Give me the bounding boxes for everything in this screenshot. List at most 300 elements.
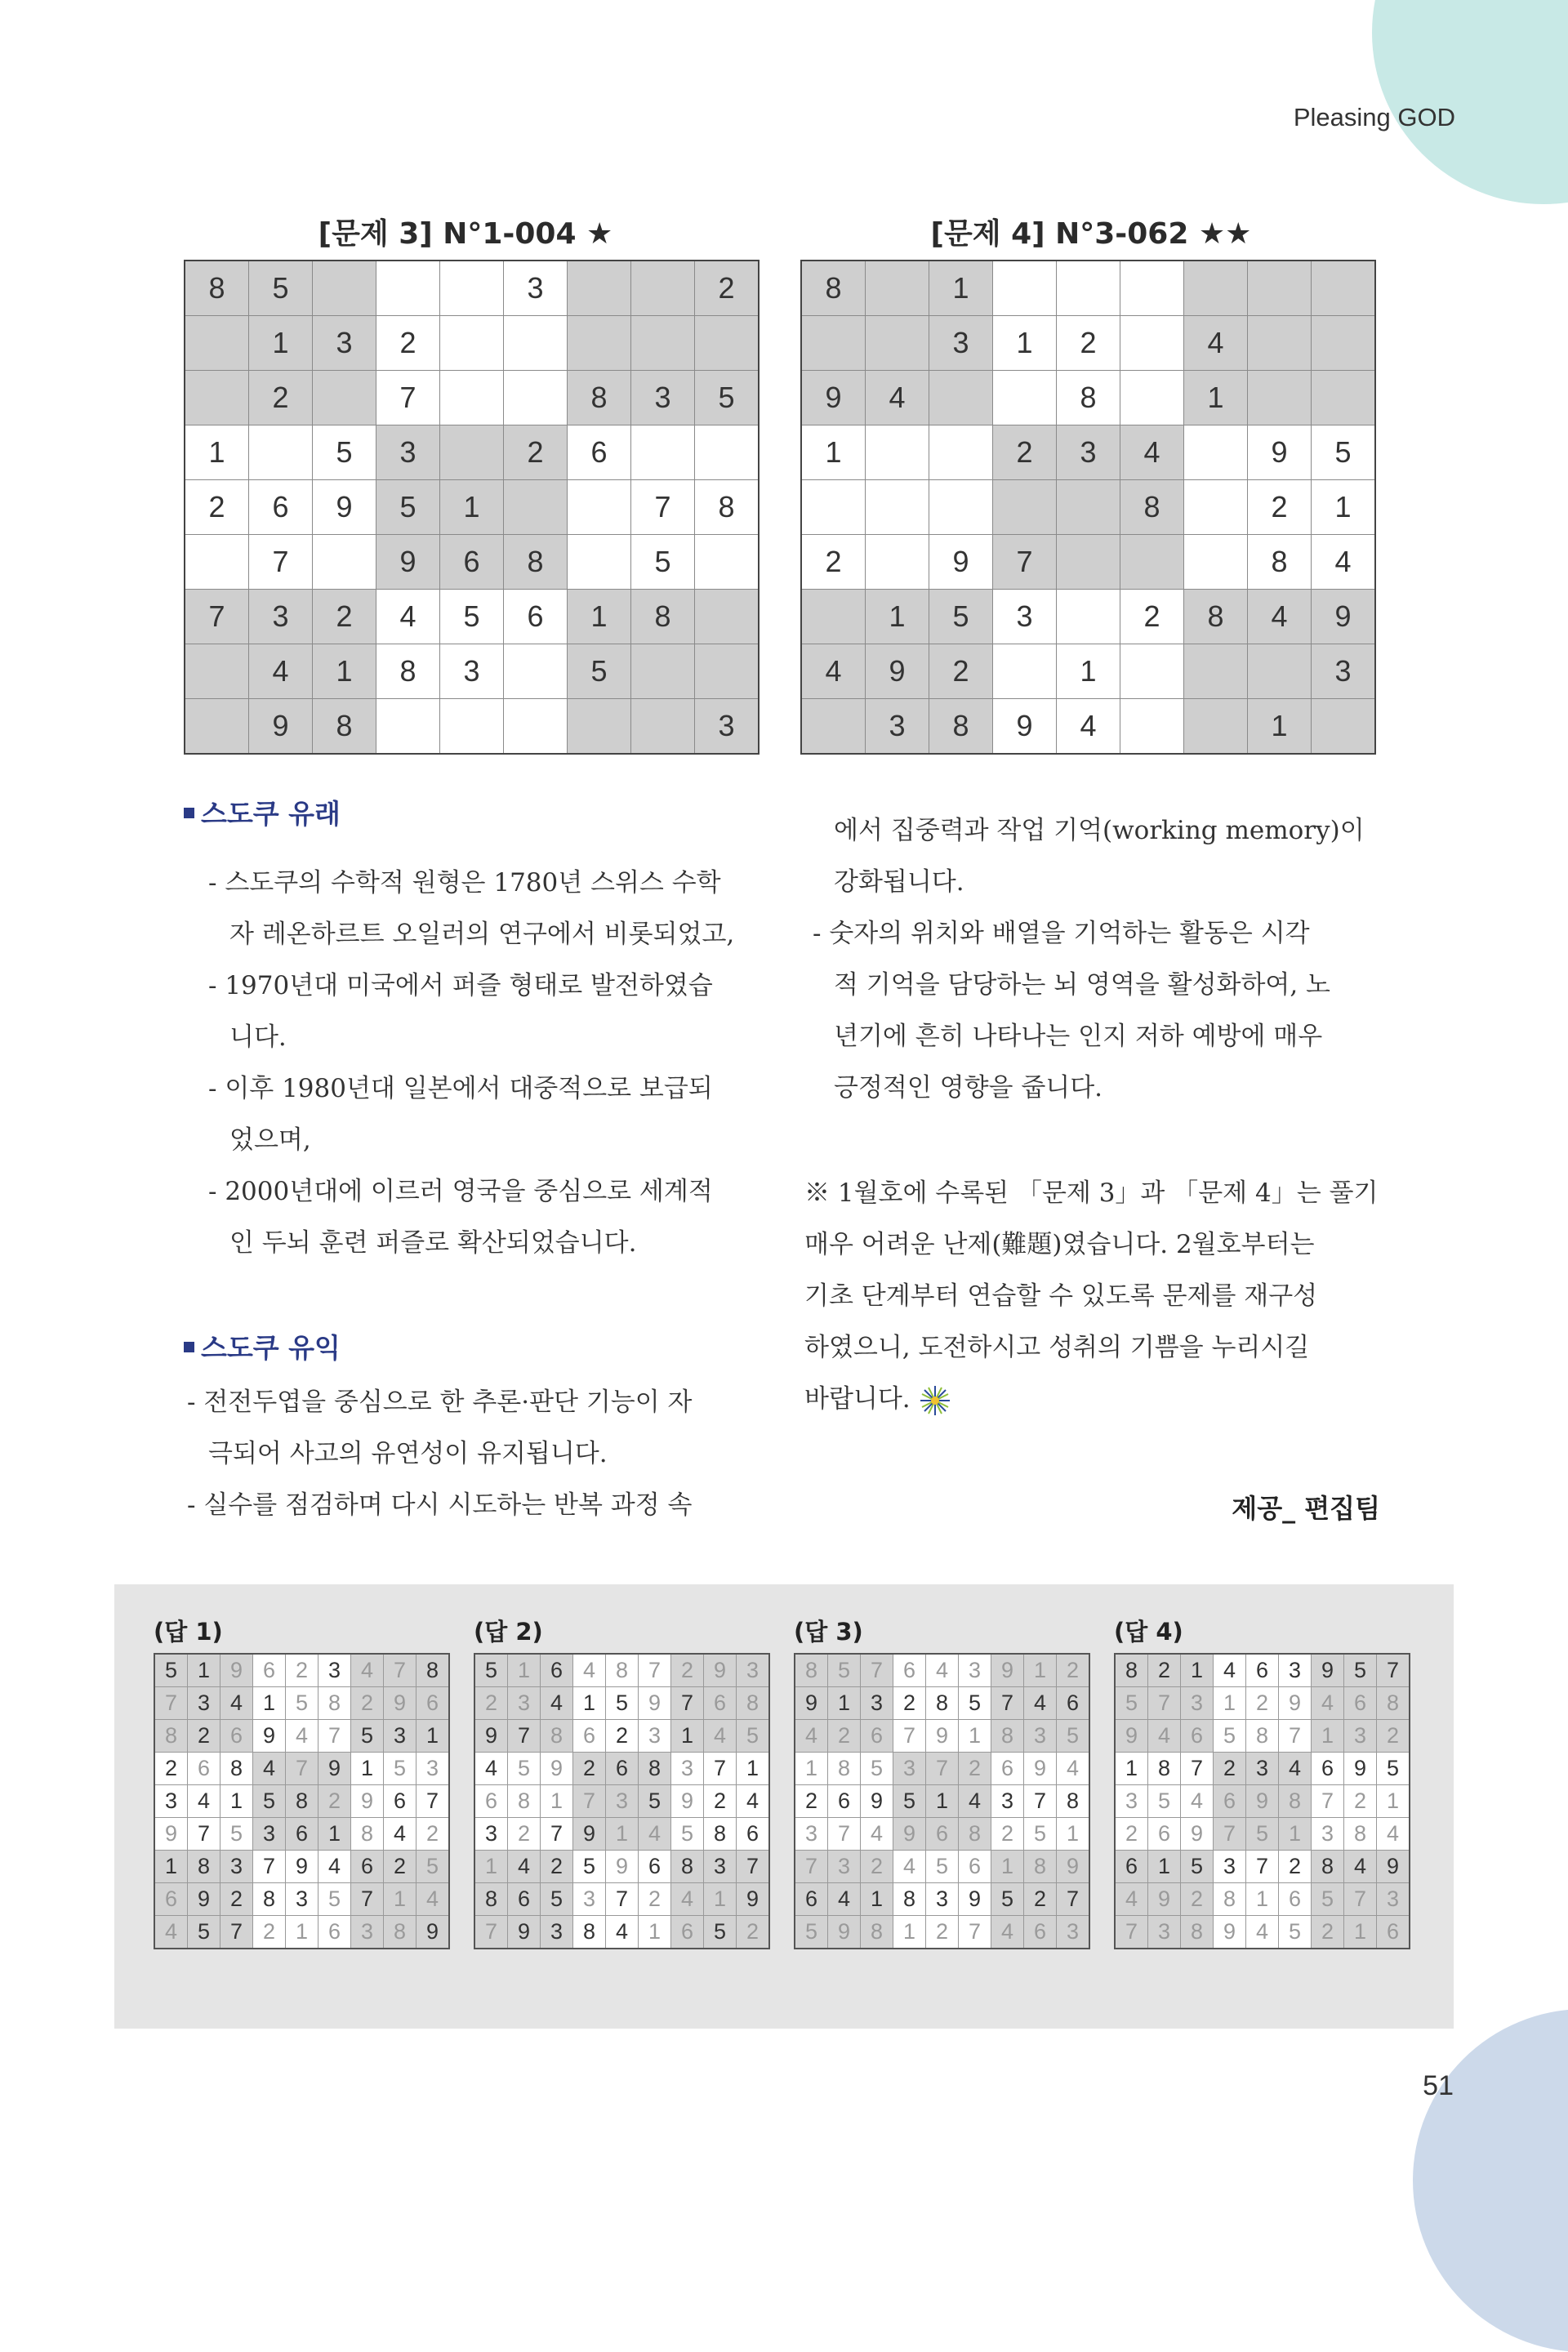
answer-cell: 8 — [384, 1916, 416, 1949]
grid-cell — [929, 425, 993, 480]
grid-cell: 8 — [504, 535, 568, 590]
answer-cell: 4 — [1115, 1883, 1148, 1916]
answer-cell: 9 — [671, 1785, 704, 1818]
answer-cell: 4 — [286, 1720, 318, 1753]
origin-line: - 1970년대 미국에서 퍼즐 형태로 발전하였습 — [208, 971, 713, 1000]
answer-cell: 1 — [573, 1687, 606, 1720]
grid-cell — [185, 371, 249, 425]
answer-cell: 2 — [1057, 1654, 1090, 1687]
grid-cell: 2 — [504, 425, 568, 480]
answer-cell: 3 — [384, 1720, 416, 1753]
answer-row — [1115, 1785, 1410, 1818]
grid-cell: 3 — [993, 590, 1057, 644]
answer-cell: 6 — [795, 1883, 828, 1916]
answer-cell: 6 — [828, 1785, 861, 1818]
grid-cell: 9 — [376, 535, 440, 590]
grid-cell: 7 — [249, 535, 313, 590]
grid-cell: 7 — [993, 535, 1057, 590]
grid-cell: 9 — [313, 480, 376, 535]
answer-cell: 7 — [1181, 1753, 1214, 1785]
answer-cell: 1 — [828, 1687, 861, 1720]
answer-cell: 1 — [737, 1753, 770, 1785]
answer-cell: 3 — [253, 1818, 286, 1851]
grid-cell — [376, 699, 440, 755]
answer-cell: 5 — [959, 1687, 991, 1720]
grid-cell — [1312, 371, 1376, 425]
grid-cell — [440, 371, 504, 425]
grid-row — [801, 425, 1375, 480]
answer-cell: 5 — [606, 1687, 639, 1720]
grid-cell — [866, 480, 929, 535]
answer-cell: 6 — [704, 1687, 737, 1720]
answer-grid-4 — [1114, 1653, 1410, 1949]
answer-cell: 1 — [1312, 1720, 1344, 1753]
answer-cell: 1 — [318, 1818, 351, 1851]
answer-cell: 8 — [1024, 1851, 1057, 1883]
answer-cell: 7 — [1246, 1851, 1279, 1883]
answer-row — [154, 1687, 449, 1720]
grid-cell — [185, 316, 249, 371]
origin-line: 자 레온하르트 오일러의 연구에서 비롯되었고, — [229, 920, 735, 949]
answer-cell: 2 — [1148, 1654, 1181, 1687]
answer-label-4: (답 4) — [1114, 1618, 1183, 1646]
answer-cell: 2 — [959, 1753, 991, 1785]
answer-row — [154, 1654, 449, 1687]
grid-cell: 8 — [1184, 590, 1248, 644]
answer-cell: 9 — [893, 1818, 926, 1851]
puzzle-grid-3 — [184, 260, 760, 755]
answer-cell: 6 — [1057, 1687, 1090, 1720]
answer-cell: 4 — [318, 1851, 351, 1883]
answer-row — [795, 1785, 1089, 1818]
answer-cell: 7 — [1279, 1720, 1312, 1753]
answer-row — [154, 1916, 449, 1949]
grid-cell: 4 — [1120, 425, 1184, 480]
answer-cell: 2 — [286, 1654, 318, 1687]
answer-cell: 2 — [1377, 1720, 1410, 1753]
answer-cell: 4 — [1246, 1916, 1279, 1949]
answer-row — [154, 1851, 449, 1883]
answer-cell: 3 — [318, 1654, 351, 1687]
grid-cell — [185, 644, 249, 699]
origin-heading: 스도쿠 유래 — [184, 793, 341, 831]
credit: 제공_ 편집팀 — [1232, 1493, 1380, 1524]
answer-cell: 4 — [474, 1753, 508, 1785]
grid-cell: 6 — [440, 535, 504, 590]
grid-cell — [313, 261, 376, 316]
answer-cell: 6 — [1115, 1851, 1148, 1883]
answer-cell: 4 — [639, 1818, 671, 1851]
answer-cell: 8 — [926, 1687, 959, 1720]
grid-row — [185, 261, 759, 316]
answer-cell: 5 — [737, 1720, 770, 1753]
answer-cell: 8 — [1115, 1654, 1148, 1687]
answer-cell: 9 — [318, 1753, 351, 1785]
answer-cell: 5 — [991, 1883, 1024, 1916]
grid-cell: 3 — [695, 699, 760, 755]
answer-cell: 2 — [1246, 1687, 1279, 1720]
grid-row — [801, 699, 1375, 755]
grid-cell — [801, 699, 866, 755]
answer-section — [114, 1584, 1454, 2029]
answer-cell: 8 — [253, 1883, 286, 1916]
answer-row — [795, 1916, 1089, 1949]
puzzle-title-3: [문제 3] N°1-004 ★ — [318, 217, 613, 251]
answer-cell: 8 — [1279, 1785, 1312, 1818]
answer-cell: 2 — [573, 1753, 606, 1785]
grid-cell: 9 — [993, 699, 1057, 755]
answer-cell: 1 — [1024, 1654, 1057, 1687]
answer-cell: 3 — [188, 1687, 220, 1720]
answer-cell: 5 — [828, 1654, 861, 1687]
answer-cell: 7 — [795, 1851, 828, 1883]
grid-cell: 9 — [1248, 425, 1312, 480]
note-line: 하였으니, 도전하시고 성취의 기쁨을 누리시길 — [804, 1333, 1310, 1362]
answer-cell: 3 — [959, 1654, 991, 1687]
answer-cell: 5 — [1148, 1785, 1181, 1818]
grid-cell: 2 — [313, 590, 376, 644]
origin-line: - 스도쿠의 수학적 원형은 1780년 스위스 수학 — [208, 868, 721, 898]
answer-row — [474, 1883, 769, 1916]
answer-cell: 2 — [1214, 1753, 1246, 1785]
answer-cell: 2 — [253, 1916, 286, 1949]
answer-cell: 5 — [286, 1687, 318, 1720]
grid-cell: 9 — [1312, 590, 1376, 644]
answer-cell: 9 — [926, 1720, 959, 1753]
answer-cell: 2 — [1344, 1785, 1377, 1818]
decorative-circle-top — [1372, 0, 1568, 204]
answer-cell: 1 — [1279, 1818, 1312, 1851]
answer-cell: 1 — [639, 1916, 671, 1949]
grid-row — [801, 590, 1375, 644]
answer-cell: 9 — [1024, 1753, 1057, 1785]
grid-cell — [1184, 480, 1248, 535]
answer-cell: 3 — [1024, 1720, 1057, 1753]
grid-cell: 8 — [695, 480, 760, 535]
answer-cell: 6 — [606, 1753, 639, 1785]
answer-cell: 7 — [541, 1818, 573, 1851]
grid-cell — [1057, 590, 1120, 644]
answer-cell: 4 — [1377, 1818, 1410, 1851]
answer-cell: 6 — [416, 1687, 450, 1720]
answer-cell: 6 — [351, 1851, 384, 1883]
grid-cell: 1 — [249, 316, 313, 371]
answer-cell: 1 — [893, 1916, 926, 1949]
answer-cell: 4 — [508, 1851, 541, 1883]
answer-cell: 7 — [1312, 1785, 1344, 1818]
grid-cell: 1 — [313, 644, 376, 699]
answer-cell: 4 — [154, 1916, 188, 1949]
answer-cell: 2 — [508, 1818, 541, 1851]
grid-cell — [801, 480, 866, 535]
answer-cell: 8 — [351, 1818, 384, 1851]
grid-cell: 9 — [866, 644, 929, 699]
grid-cell — [1057, 480, 1120, 535]
grid-cell: 4 — [1184, 316, 1248, 371]
answer-cell: 2 — [639, 1883, 671, 1916]
answer-row — [474, 1851, 769, 1883]
answer-cell: 6 — [1312, 1753, 1344, 1785]
answer-cell: 7 — [474, 1916, 508, 1949]
answer-cell: 2 — [1279, 1851, 1312, 1883]
grid-row — [185, 316, 759, 371]
grid-cell — [1120, 699, 1184, 755]
answer-cell: 8 — [606, 1654, 639, 1687]
answer-cell: 7 — [1057, 1883, 1090, 1916]
square-bullet-icon — [184, 808, 194, 818]
answer-cell: 8 — [154, 1720, 188, 1753]
grid-cell: 2 — [1120, 590, 1184, 644]
grid-cell: 2 — [249, 371, 313, 425]
benefit-line: - 실수를 점검하며 다시 시도하는 반복 과정 속 — [187, 1490, 693, 1520]
answer-cell: 7 — [893, 1720, 926, 1753]
grid-cell: 1 — [1184, 371, 1248, 425]
answer-cell: 5 — [1279, 1916, 1312, 1949]
answer-cell: 7 — [828, 1818, 861, 1851]
answer-cell: 3 — [1148, 1916, 1181, 1949]
answer-cell: 9 — [959, 1883, 991, 1916]
answer-row — [154, 1753, 449, 1785]
answer-row — [795, 1818, 1089, 1851]
grid-cell — [801, 590, 866, 644]
grid-cell: 5 — [440, 590, 504, 644]
answer-cell: 5 — [253, 1785, 286, 1818]
answer-row — [154, 1720, 449, 1753]
grid-cell — [695, 316, 760, 371]
grid-cell: 4 — [1057, 699, 1120, 755]
grid-cell — [568, 699, 631, 755]
grid-cell: 1 — [1312, 480, 1376, 535]
answer-cell: 6 — [893, 1654, 926, 1687]
answer-cell: 8 — [639, 1753, 671, 1785]
answer-cell: 5 — [1246, 1818, 1279, 1851]
answer-cell: 2 — [1181, 1883, 1214, 1916]
answer-cell: 5 — [671, 1818, 704, 1851]
answer-row — [154, 1818, 449, 1851]
answer-cell: 5 — [1312, 1883, 1344, 1916]
grid-cell: 8 — [801, 261, 866, 316]
answer-cell: 9 — [351, 1785, 384, 1818]
answer-cell: 4 — [671, 1883, 704, 1916]
answer-cell: 1 — [1246, 1883, 1279, 1916]
answer-label-2: (답 2) — [474, 1618, 543, 1646]
grid-cell: 2 — [801, 535, 866, 590]
answer-cell: 5 — [639, 1785, 671, 1818]
answer-cell: 2 — [991, 1818, 1024, 1851]
answer-cell: 7 — [671, 1687, 704, 1720]
answer-cell: 7 — [1344, 1883, 1377, 1916]
decorative-circle-bottom — [1413, 2009, 1568, 2352]
answer-cell: 8 — [1181, 1916, 1214, 1949]
answer-cell: 9 — [1148, 1883, 1181, 1916]
grid-cell — [568, 261, 631, 316]
grid-cell: 3 — [376, 425, 440, 480]
grid-cell — [695, 425, 760, 480]
answer-cell: 6 — [154, 1883, 188, 1916]
answer-cell: 1 — [861, 1883, 893, 1916]
answer-cell: 5 — [704, 1916, 737, 1949]
answer-cell: 8 — [1057, 1785, 1090, 1818]
answer-cell: 5 — [1214, 1720, 1246, 1753]
answer-cell: 5 — [508, 1753, 541, 1785]
answer-cell: 4 — [1148, 1720, 1181, 1753]
answer-cell: 3 — [1344, 1720, 1377, 1753]
grid-cell — [313, 535, 376, 590]
answer-cell: 9 — [1214, 1916, 1246, 1949]
answer-cell: 5 — [1024, 1818, 1057, 1851]
grid-cell: 3 — [440, 644, 504, 699]
answer-row — [795, 1654, 1089, 1687]
grid-cell — [185, 535, 249, 590]
answer-cell: 7 — [351, 1883, 384, 1916]
origin-line: 니다. — [229, 1022, 287, 1052]
answer-cell: 9 — [1344, 1753, 1377, 1785]
answer-cell: 4 — [991, 1916, 1024, 1949]
answer-cell: 9 — [188, 1883, 220, 1916]
grid-row — [801, 316, 1375, 371]
answer-cell: 9 — [639, 1687, 671, 1720]
answer-cell: 2 — [541, 1851, 573, 1883]
answer-cell: 5 — [1181, 1851, 1214, 1883]
answer-cell: 5 — [154, 1654, 188, 1687]
answer-cell: 3 — [1377, 1883, 1410, 1916]
grid-cell: 5 — [695, 371, 760, 425]
answer-cell: 9 — [606, 1851, 639, 1883]
answer-cell: 9 — [573, 1818, 606, 1851]
answer-cell: 4 — [188, 1785, 220, 1818]
grid-cell — [1312, 316, 1376, 371]
answer-cell: 9 — [737, 1883, 770, 1916]
answer-cell: 9 — [704, 1654, 737, 1687]
grid-cell — [568, 480, 631, 535]
grid-cell: 5 — [376, 480, 440, 535]
answer-cell: 8 — [1377, 1687, 1410, 1720]
grid-cell — [993, 480, 1057, 535]
grid-cell — [504, 699, 568, 755]
answer-cell: 4 — [416, 1883, 450, 1916]
grid-cell — [993, 371, 1057, 425]
grid-cell: 4 — [801, 644, 866, 699]
answer-cell: 6 — [1246, 1654, 1279, 1687]
answer-cell: 5 — [1115, 1687, 1148, 1720]
answer-cell: 8 — [671, 1851, 704, 1883]
answer-cell: 4 — [384, 1818, 416, 1851]
answer-cell: 8 — [1214, 1883, 1246, 1916]
grid-cell — [631, 316, 695, 371]
answer-row — [795, 1851, 1089, 1883]
answer-cell: 1 — [188, 1654, 220, 1687]
answer-cell: 1 — [154, 1851, 188, 1883]
answer-row — [1115, 1687, 1410, 1720]
answer-cell: 3 — [861, 1687, 893, 1720]
right-line: - 숫자의 위치와 배열을 기억하는 활동은 시각 — [813, 919, 1310, 948]
answer-cell: 1 — [220, 1785, 253, 1818]
grid-cell — [313, 371, 376, 425]
grid-cell: 5 — [929, 590, 993, 644]
answer-cell: 6 — [1344, 1687, 1377, 1720]
grid-cell — [249, 425, 313, 480]
answer-cell: 7 — [1214, 1818, 1246, 1851]
grid-cell — [440, 316, 504, 371]
answer-cell: 8 — [861, 1916, 893, 1949]
answer-cell: 1 — [1115, 1753, 1148, 1785]
grid-cell — [695, 590, 760, 644]
answer-cell: 4 — [253, 1753, 286, 1785]
answer-cell: 2 — [737, 1916, 770, 1949]
grid-cell — [993, 261, 1057, 316]
answer-cell: 3 — [154, 1785, 188, 1818]
answer-cell: 3 — [991, 1785, 1024, 1818]
answer-cell: 7 — [926, 1753, 959, 1785]
answer-cell: 4 — [573, 1654, 606, 1687]
answer-cell: 3 — [795, 1818, 828, 1851]
answer-cell: 5 — [573, 1851, 606, 1883]
grid-cell — [504, 371, 568, 425]
answer-cell: 5 — [1377, 1753, 1410, 1785]
answer-cell: 4 — [828, 1883, 861, 1916]
grid-cell — [695, 535, 760, 590]
grid-cell — [1248, 316, 1312, 371]
answer-cell: 6 — [861, 1720, 893, 1753]
right-line: 적 기억을 담당하는 뇌 영역을 활성화하여, 노 — [834, 970, 1331, 1000]
answer-cell: 4 — [1279, 1753, 1312, 1785]
benefit-line: - 전전두엽을 중심으로 한 추론·판단 기능이 자 — [187, 1388, 693, 1417]
answer-row — [474, 1753, 769, 1785]
answer-cell: 7 — [737, 1851, 770, 1883]
answer-cell: 7 — [1377, 1654, 1410, 1687]
answer-row — [795, 1720, 1089, 1753]
answer-cell: 6 — [1024, 1916, 1057, 1949]
right-line: 에서 집중력과 작업 기억(working memory)이 — [834, 816, 1365, 845]
grid-cell: 7 — [631, 480, 695, 535]
answer-cell: 4 — [1181, 1785, 1214, 1818]
answer-cell: 9 — [286, 1851, 318, 1883]
answer-cell: 4 — [541, 1687, 573, 1720]
answer-cell: 4 — [606, 1916, 639, 1949]
answer-cell: 3 — [508, 1687, 541, 1720]
grid-cell — [1120, 371, 1184, 425]
grid-cell — [631, 425, 695, 480]
answer-row — [474, 1654, 769, 1687]
grid-cell: 8 — [1057, 371, 1120, 425]
grid-row — [185, 644, 759, 699]
grid-cell: 1 — [568, 590, 631, 644]
answer-cell: 6 — [737, 1818, 770, 1851]
answer-cell: 9 — [508, 1916, 541, 1949]
answer-cell: 3 — [351, 1916, 384, 1949]
answer-cell: 1 — [286, 1916, 318, 1949]
answer-cell: 9 — [1312, 1654, 1344, 1687]
answer-cell: 5 — [1344, 1654, 1377, 1687]
grid-cell: 9 — [801, 371, 866, 425]
grid-cell: 8 — [376, 644, 440, 699]
answer-row — [154, 1883, 449, 1916]
answer-cell: 1 — [1377, 1785, 1410, 1818]
answer-cell: 6 — [1148, 1818, 1181, 1851]
grid-cell: 1 — [801, 425, 866, 480]
grid-cell — [866, 535, 929, 590]
grid-cell: 1 — [929, 261, 993, 316]
answer-cell: 2 — [828, 1720, 861, 1753]
answer-cell: 8 — [286, 1785, 318, 1818]
answer-cell: 2 — [416, 1818, 450, 1851]
answer-cell: 1 — [508, 1654, 541, 1687]
grid-cell — [1184, 425, 1248, 480]
grid-cell — [1312, 699, 1376, 755]
answer-cell: 7 — [188, 1818, 220, 1851]
grid-cell — [1057, 535, 1120, 590]
grid-cell — [1184, 699, 1248, 755]
